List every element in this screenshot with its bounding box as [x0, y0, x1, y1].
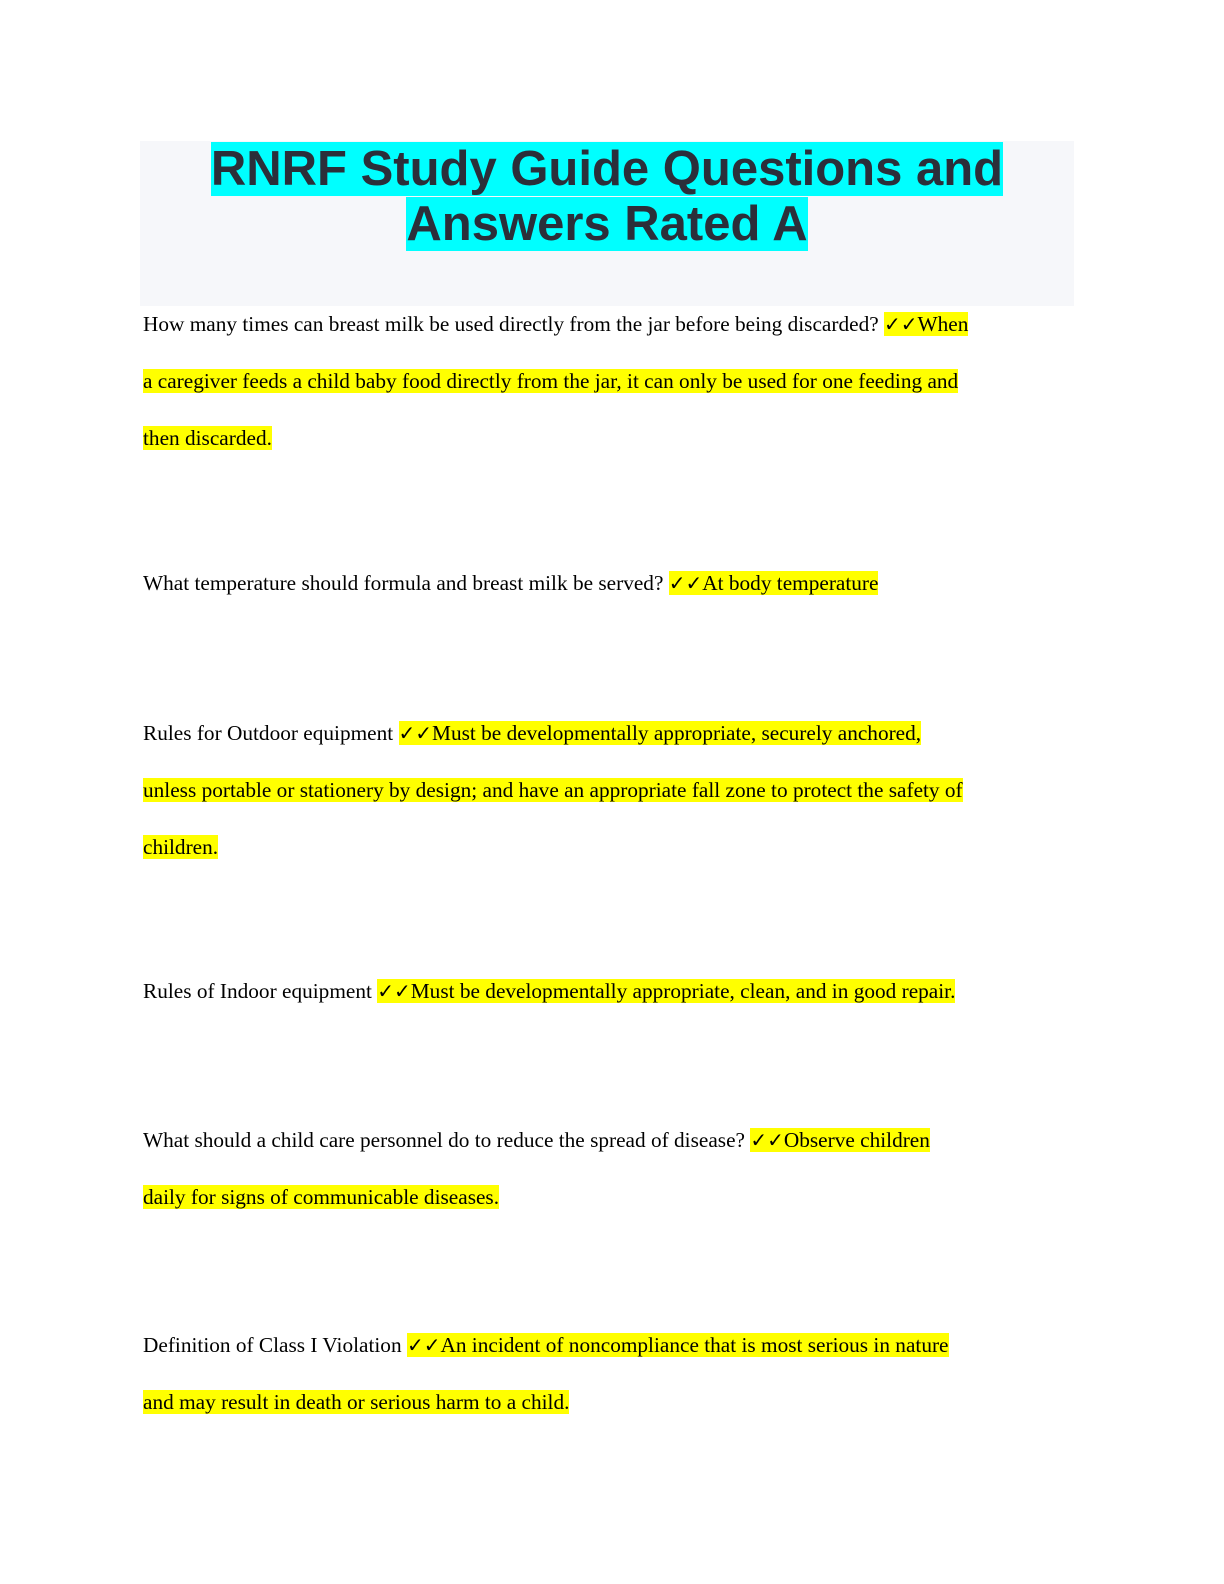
- title-banner: [140, 141, 1074, 306]
- answer-text: An incident of noncompliance that is most serious in nature: [440, 1333, 949, 1357]
- answer-text: daily for signs of communicable diseases.: [143, 1185, 500, 1209]
- double-check-icon: ✓✓: [377, 979, 411, 1003]
- document-title: [140, 141, 1074, 252]
- double-check-icon: ✓✓: [398, 721, 433, 745]
- qa-item-1: [143, 296, 1078, 467]
- answer-text: When: [917, 312, 969, 336]
- qa-item-6: [143, 1317, 1078, 1431]
- answer-text: and may result in death or serious harm to a child.: [143, 1390, 570, 1414]
- qa-item-3: [143, 705, 1078, 876]
- double-check-icon: ✓✓: [884, 312, 918, 336]
- title-line-2: Answers Rated A: [406, 197, 808, 251]
- double-check-icon: ✓✓: [406, 1333, 441, 1357]
- answer-text: Observe children: [783, 1128, 930, 1152]
- answer-text: Must be developmentally appropriate, clean, and in good repair.: [410, 979, 956, 1003]
- answer-text: then discarded.: [143, 426, 272, 450]
- answer-text: a caregiver feeds a child baby food directly from the jar, it can only be used for one feeding and: [143, 369, 959, 393]
- qa-item-2: [143, 555, 1078, 612]
- answer-text: At body temperature: [702, 571, 879, 595]
- question-text: What should a child care personnel do to reduce the spread of disease?: [143, 1128, 751, 1152]
- answer-text: children.: [143, 835, 219, 859]
- question-text: How many times can breast milk be used directly from the jar before being discarded?: [143, 312, 884, 336]
- question-text: What temperature should formula and breast milk be served?: [143, 571, 669, 595]
- question-text: Rules of Indoor equipment: [143, 979, 378, 1003]
- qa-item-5: [143, 1112, 1078, 1226]
- double-check-icon: ✓✓: [750, 1128, 784, 1152]
- qa-item-4: [143, 963, 1078, 1020]
- answer-text: unless portable or stationery by design; and have an appropriate fall zone to protect the safety of: [143, 778, 963, 802]
- title-line-1: RNRF Study Guide Questions and: [210, 142, 1004, 196]
- answer-text: Must be developmentally appropriate, securely anchored,: [432, 721, 922, 745]
- question-text: Rules for Outdoor equipment: [143, 721, 399, 745]
- double-check-icon: ✓✓: [668, 571, 703, 595]
- question-text: Definition of Class I Violation: [143, 1333, 407, 1357]
